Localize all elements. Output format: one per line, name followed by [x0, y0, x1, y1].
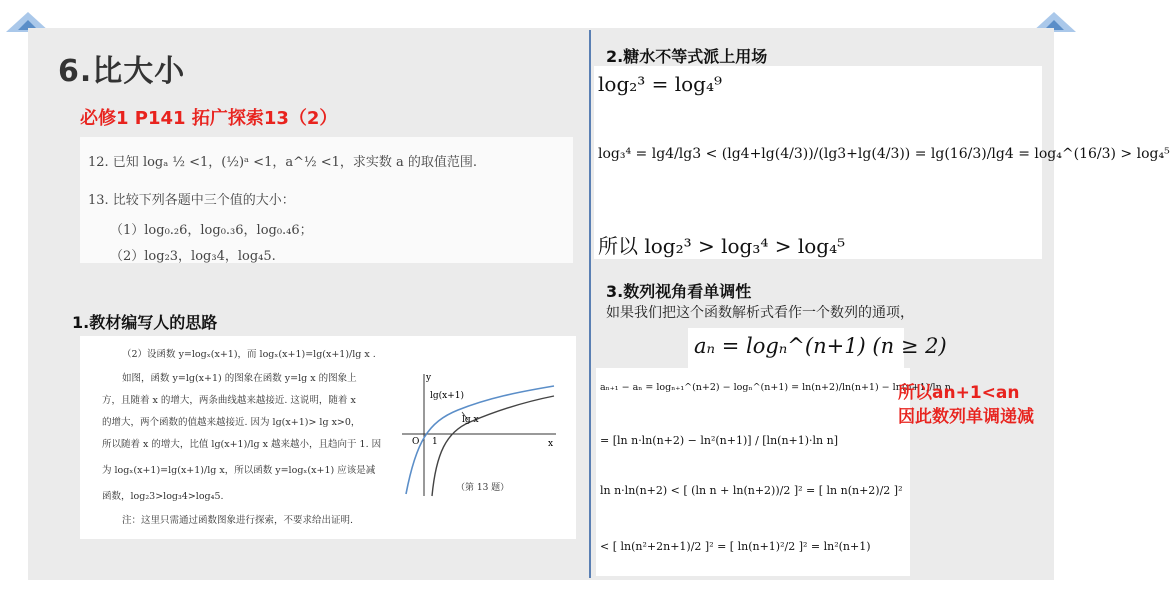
tb-line: 所以随着 x 的增大，比值 lg(x+1)/lg x 越来越小，且趋向于 1. 因 [102, 439, 382, 450]
derivation-step2: = [ln n·ln(n+2) − ln²(n+1)] / [ln(n+1)·ln n] [600, 434, 839, 447]
textbook-exercise [80, 137, 573, 263]
graph-label-curve2: lg x [462, 415, 479, 425]
eq-line-3: 所以 log₂³ > log₃⁴ > log₄⁵ [598, 234, 846, 258]
derivation-step3: ln n·ln(n+2) < [ (ln n + ln(n+2))/2 ]² = [ ln n(n+2)/2 ]² [600, 484, 903, 497]
eq-line-2: log₃⁴ = lg4/lg3 < (lg4+lg(4/3))/(lg3+lg(4/3)) = lg(16/3)/lg4 = log₄^(16/3) > log₄⁵ [598, 146, 1170, 162]
tb-line: 方，且随着 x 的增大，两条曲线越来越接近. 这说明，随着 x [102, 395, 356, 406]
exercise-q13-1: （1）log₀.₂6，log₀.₃6，log₀.₄6； [110, 223, 313, 238]
graph-caption: （第 13 题） [456, 483, 510, 493]
tb-line: 如图，函数 y=lg(x+1) 的图象在函数 y=lg x 的图象上 [122, 373, 357, 384]
conclusion-line-2: 因此数列单调递减 [898, 407, 1034, 427]
tb-line: 的增大，两个函数的值越来越接近. 因为 lg(x+1)> lg x>0， [102, 417, 361, 428]
monotonic-derivation [596, 368, 951, 576]
eq-line-1: log₂³ = log₄⁹ [598, 72, 723, 96]
column-divider [589, 30, 591, 578]
tb-line: （2）设函数 y=logₓ(x+1)，而 logₓ(x+1)=lg(x+1)/lg x . [122, 349, 376, 360]
log-graph [398, 370, 562, 498]
section2-heading: 2.糖水不等式派上用场 [606, 47, 768, 66]
exercise-q13: 13. 比较下列各题中三个值的大小： [88, 193, 295, 208]
tb-line: 为 logₓ(x+1)=lg(x+1)/lg x，所以函数 y=logₓ(x+1) 应该是减 [102, 465, 376, 476]
graph-y-axis: y [426, 373, 432, 383]
an-formula: aₙ = logₙ^(n+1) (n ≥ 2) [694, 334, 947, 358]
derivation-step4: < [ ln(n²+2n+1)/2 ]² = [ ln(n+1)²/2 ]² = ln²(n+1) [600, 540, 871, 553]
sequence-formula [688, 328, 947, 368]
slide-title: 6.比大小 [58, 54, 186, 89]
section3-intro: 如果我们把这个函数解析式看作一个数列的通项， [606, 305, 914, 321]
section3-heading: 3.数列视角看单调性 [606, 282, 752, 301]
tb-line: 注：这里只需通过函数图象进行探索，不要求给出证明. [122, 515, 354, 526]
derivation-diff: aₙ₊₁ − aₙ = logₙ₊₁^(n+2) − logₙ^(n+1) = ln(n+2)/ln(n+1) − ln(n+1)/ln n [600, 382, 951, 393]
graph-one: 1 [432, 437, 438, 447]
candy-water-inequality [594, 66, 1170, 259]
graph-x-axis: x [548, 439, 554, 449]
tb-line: 函数，log₂3>log₃4>log₄5. [102, 491, 224, 502]
exercise-q12: 12. 已知 logₐ ½ <1，(½)ᵃ <1，a^½ <1，求实数 a 的取值范围. [88, 155, 478, 170]
conclusion-line-1: 所以an+1<an [898, 383, 1020, 403]
graph-label-curve1: lg(x+1) [430, 391, 465, 401]
graph-origin: O [412, 437, 420, 447]
textbook-explanation [80, 336, 576, 539]
exercise-q13-2: （2）log₂3，log₃4，log₄5. [110, 249, 276, 264]
slide-subtitle: 必修1 P141 拓广探索13（2） [80, 108, 338, 129]
conclusion [898, 381, 1034, 429]
section1-heading: 1.教材编写人的思路 [72, 313, 218, 332]
